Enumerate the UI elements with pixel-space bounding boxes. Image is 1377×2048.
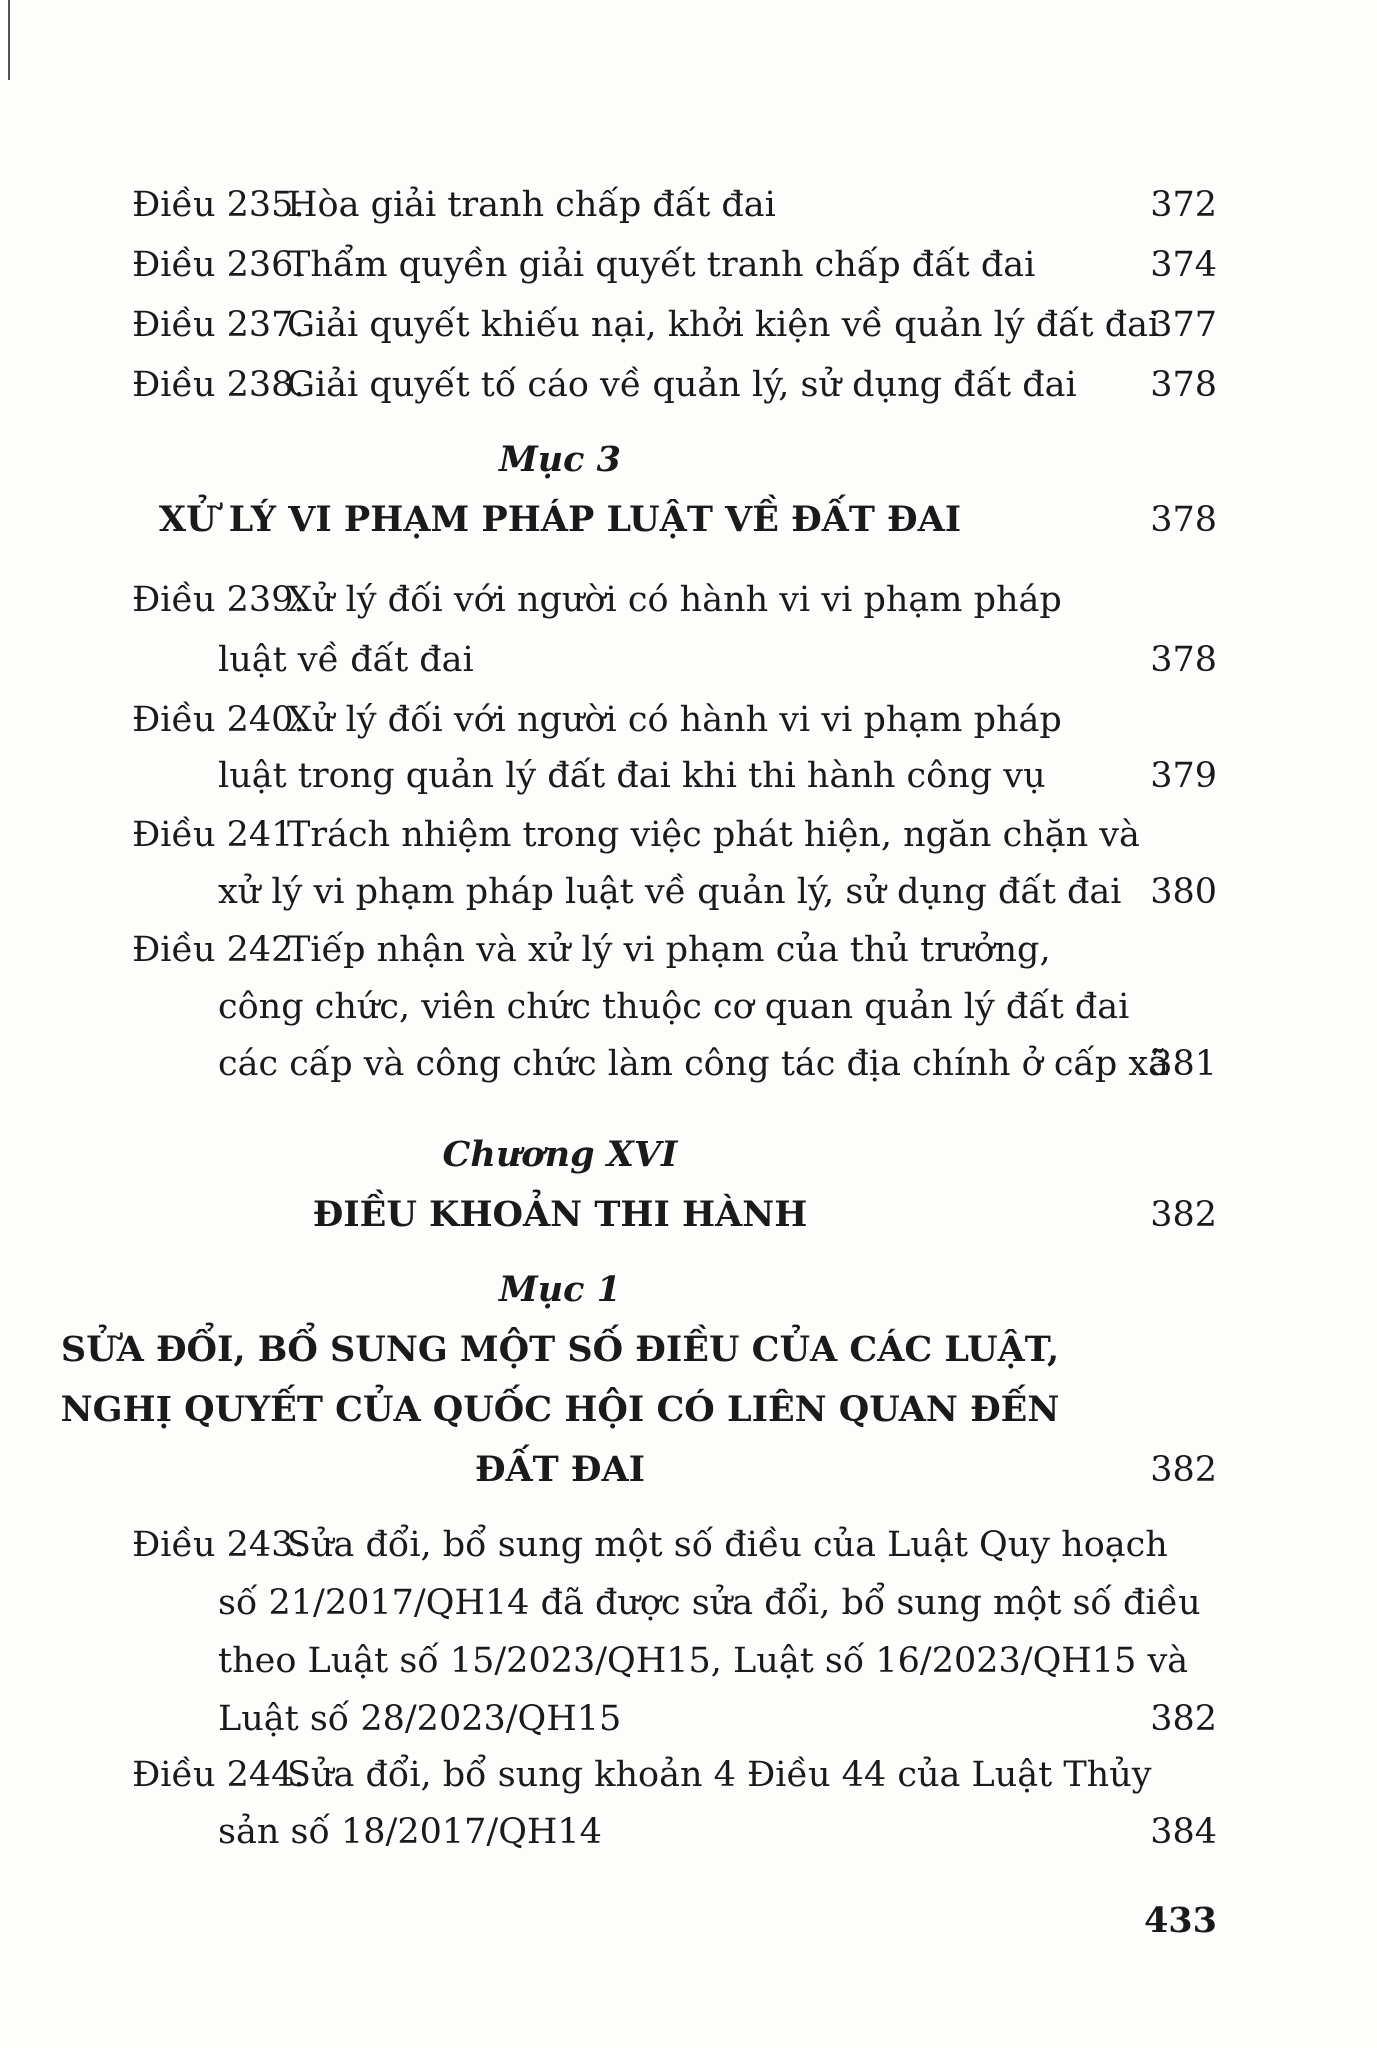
section-title: XỬ LÝ VI PHẠM PHÁP LUẬT VỀ ĐẤT ĐAI — [158, 499, 962, 540]
entry-page: 382 — [1150, 1699, 1217, 1739]
entry-page: 378 — [1150, 365, 1217, 405]
toc-entry — [0, 355, 1377, 415]
entry-label: Điều 238. — [132, 365, 305, 405]
entry-label: Điều 239. — [132, 580, 305, 620]
toc-entry-continued — [0, 1034, 1377, 1094]
toc-entry — [0, 570, 1377, 630]
toc-entry — [0, 175, 1377, 235]
section-page: 378 — [1150, 500, 1217, 540]
chapter-title: ĐIỀU KHOẢN THI HÀNH — [312, 1194, 808, 1235]
toc-entry-continued — [0, 1631, 1377, 1691]
toc-entry-continued — [0, 1802, 1377, 1862]
entry-label: Điều 241. — [132, 815, 305, 855]
toc-entry — [0, 235, 1377, 295]
entry-title: số 21/2017/QH14 đã được sửa đổi, bổ sung một số điều — [218, 1583, 1201, 1623]
entry-page: 381 — [1150, 1044, 1217, 1084]
entry-title: Sửa đổi, bổ sung khoản 4 Điều 44 của Luật Thủy — [287, 1755, 1152, 1795]
entry-page: 380 — [1150, 872, 1217, 912]
toc-entry-continued — [0, 862, 1377, 922]
section-title: ĐẤT ĐAI — [474, 1449, 646, 1490]
entry-label: Điều 236. — [132, 245, 305, 285]
section-title-line — [0, 490, 1377, 550]
chapter-label: Chương XVI — [442, 1134, 678, 1175]
entry-title: luật trong quản lý đất đai khi thi hành công vụ — [218, 756, 1046, 796]
entry-page: 378 — [1150, 640, 1217, 680]
toc-entry — [0, 805, 1377, 865]
entry-title: Trách nhiệm trong việc phát hiện, ngăn chặn và — [287, 815, 1140, 855]
section-heading — [0, 430, 1377, 490]
section-label: Mục 1 — [498, 1269, 622, 1310]
entry-title: Giải quyết tố cáo về quản lý, sử dụng đất đai — [287, 365, 1077, 405]
entry-label: Điều 235. — [132, 185, 305, 225]
toc-entry — [0, 920, 1377, 980]
toc-entry — [0, 1745, 1377, 1805]
entry-page: 384 — [1150, 1812, 1217, 1852]
entry-title: Sửa đổi, bổ sung một số điều của Luật Quy hoạch — [287, 1525, 1168, 1565]
toc-entry — [0, 690, 1377, 750]
entry-title: Thẩm quyền giải quyết tranh chấp đất đai — [287, 245, 1036, 285]
chapter-heading — [0, 1125, 1377, 1185]
section-heading — [0, 1260, 1377, 1320]
entry-title: Hòa giải tranh chấp đất đai — [287, 185, 776, 225]
chapter-page: 382 — [1150, 1195, 1217, 1235]
toc-entry-continued — [0, 746, 1377, 806]
section-title: SỬA ĐỔI, BỔ SUNG MỘT SỐ ĐIỀU CỦA CÁC LUẬT, — [60, 1329, 1060, 1370]
entry-label: Điều 243. — [132, 1525, 305, 1565]
entry-title: các cấp và công chức làm công tác địa chính ở cấp xã — [218, 1044, 1169, 1084]
section-title-line — [0, 1380, 1377, 1440]
section-label: Mục 3 — [498, 439, 622, 480]
section-title: NGHỊ QUYẾT CỦA QUỐC HỘI CÓ LIÊN QUAN ĐẾN — [60, 1389, 1060, 1430]
entry-title: luật về đất đai — [218, 640, 474, 680]
entry-title: công chức, viên chức thuộc cơ quan quản lý đất đai — [218, 987, 1130, 1027]
entry-page: 374 — [1150, 245, 1217, 285]
toc-entry-continued — [0, 630, 1377, 690]
entry-title: Xử lý đối với người có hành vi vi phạm pháp — [287, 700, 1062, 740]
entry-title: Xử lý đối với người có hành vi vi phạm pháp — [287, 580, 1062, 620]
entry-page: 379 — [1150, 756, 1217, 796]
entry-title: theo Luật số 15/2023/QH15, Luật số 16/2023/QH15 và — [218, 1641, 1189, 1681]
toc-entry-continued — [0, 1573, 1377, 1633]
section-title-line — [0, 1320, 1377, 1380]
toc-entry — [0, 295, 1377, 355]
entry-title: Giải quyết khiếu nại, khởi kiện về quản lý đất đai — [287, 305, 1160, 345]
entry-page: 377 — [1150, 305, 1217, 345]
entry-title: xử lý vi phạm pháp luật về quản lý, sử dụng đất đai — [218, 872, 1122, 912]
toc-entry — [0, 1515, 1377, 1575]
entry-label: Điều 240. — [132, 700, 305, 740]
page-number: 433 — [1143, 1900, 1217, 1941]
section-title-line — [0, 1440, 1377, 1500]
entry-title: sản số 18/2017/QH14 — [218, 1812, 602, 1852]
entry-title: Luật số 28/2023/QH15 — [218, 1699, 622, 1739]
toc-entry-continued — [0, 977, 1377, 1037]
page-edge-line — [8, 0, 10, 80]
entry-label: Điều 242. — [132, 930, 305, 970]
entry-page: 372 — [1150, 185, 1217, 225]
entry-label: Điều 244. — [132, 1755, 305, 1795]
entry-title: Tiếp nhận và xử lý vi phạm của thủ trưởng, — [287, 930, 1051, 970]
section-page: 382 — [1150, 1450, 1217, 1490]
toc-entry-continued — [0, 1689, 1377, 1749]
chapter-title-line — [0, 1185, 1377, 1245]
entry-label: Điều 237. — [132, 305, 305, 345]
